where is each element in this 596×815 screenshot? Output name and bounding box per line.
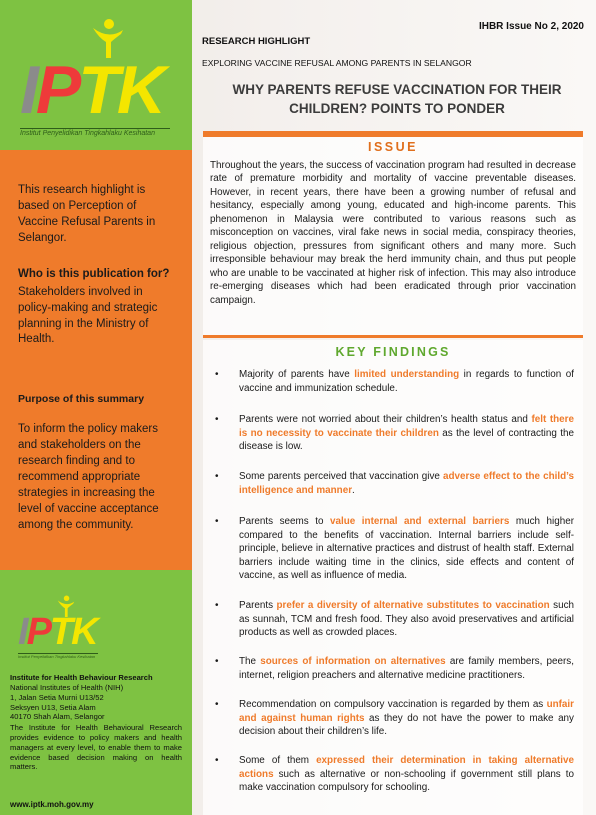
who-heading: Who is this publication for? — [18, 268, 170, 280]
finding-item: • Parents seems to value internal and external barriers much higher compared to the benefits of vaccination. Internal barriers include self-principle, believe in alternative practices and distrust of health staff. External barriers include waiting time in the clinics, side effects and content of vaccine, as well as influence of media. — [239, 515, 574, 583]
finding-item: • Some parents perceived that vaccination give adverse effect to the child’s intelligence and manner. — [239, 470, 574, 497]
key-findings-section — [203, 340, 583, 815]
finding-item: • The sources of information on alternatives are family members, peers, internet, religion preachers and alternative medicine practitioners. — [239, 655, 574, 682]
purpose-text: To inform the policy makers and stakeholders on the research finding and to recommend appropriate strategies in increasing the level of vaccine acceptance among the community. — [18, 423, 159, 531]
key-findings-heading: KEY FINDINGS — [335, 345, 451, 359]
sidebar-purpose — [18, 392, 178, 534]
research-highlight-label: RESEARCH HIGHLIGHT — [202, 36, 311, 47]
issue-section — [203, 131, 583, 338]
logo-tagline-small: Institut Penyelidikan Tingkahlaku Kesihatan — [18, 653, 98, 659]
issue-heading: ISSUE — [367, 140, 418, 154]
institute-description: The Institute for Health Behavioural Research provides evidence to policy makers and health managers at every level, to enable them to make evidence based decision making on health matters. — [10, 723, 182, 772]
finding-item: • Majority of parents have limited understanding in regards to function of vaccine and immunization schedule. — [239, 368, 574, 395]
institute-address: Institute for Health Behaviour Research National Institutes of Health (NIH) 1, Jalan Setia Murni U13/52 Seksyen U13, Setia Alam 40170 Shah Alam, Selangor — [10, 673, 185, 722]
website-link[interactable]: www.iptk.moh.gov.my — [10, 800, 94, 809]
finding-item: • Recommendation on compulsory vaccination is regarded by them as unfair and against human rights as they do not have the power to make any decision about their children’s life. — [239, 698, 574, 739]
iptk-logo-small — [18, 595, 98, 665]
issue-number: IHBR Issue No 2, 2020 — [478, 21, 584, 32]
logo-letters: IPTK — [20, 52, 163, 128]
who-text: Stakeholders involved in policy-making and strategic planning in the Ministry of Health. — [18, 285, 158, 346]
iptk-logo — [20, 18, 170, 143]
sidebar-intro: This research highlight is based on Perception of Vaccine Refusal Parents in Selangor. — [18, 184, 156, 244]
finding-item: • Parents prefer a diversity of alternative substitutes to vaccination such as sunnah, TCM and fresh food. They also avoid preservatives and artificial products as well as crowded places. — [239, 599, 574, 640]
purpose-heading: Purpose of this summary — [18, 393, 145, 405]
page-title: WHY PARENTS REFUSE VACCINATION FOR THEIR CHILDREN? POINTS TO PONDER — [232, 82, 562, 117]
sidebar — [0, 0, 192, 815]
finding-item: • Some of them expressed their determination in taking alternative actions such as alternative or non-schooling if government still plans to make vaccination compulsory for schooling. — [239, 754, 574, 795]
finding-item: • Parents were not worried about their children’s health status and felt there is no necessity to vaccinate their children as the level of contracting the disease is low. — [239, 413, 574, 454]
subtitle: EXPLORING VACCINE REFUSAL AMONG PARENTS IN SELANGOR — [202, 58, 472, 68]
institute-name: Institute for Health Behaviour Research — [10, 673, 153, 682]
sidebar-who — [18, 267, 178, 348]
logo-tagline: Institut Penyelidikan Tingkahlaku Kesihatan — [20, 128, 170, 137]
logo-letters-small: IPTK — [18, 611, 97, 653]
issue-text: Throughout the years, the success of vaccination program had resulted in decrease rate of premature morbidity and mortality of vaccine preventable diseases. However, in recent years, there have been a growing number of refusal and hesitancy, especially among young, educated and high-income parents. This phenomenon in Malaysia were contributed to various reasons such as misconception on vaccines, viral fake news in social media, conspiracy theories, religious objection, pressures from significant others and many more. Such irresponsible behaviour may break the herd immunity chain, and thus put people who are unable to be vaccinated at higher risk of infection. This may also introduce re-emerging diseases which had been eradicated through prior vaccination campaign. — [210, 160, 576, 306]
